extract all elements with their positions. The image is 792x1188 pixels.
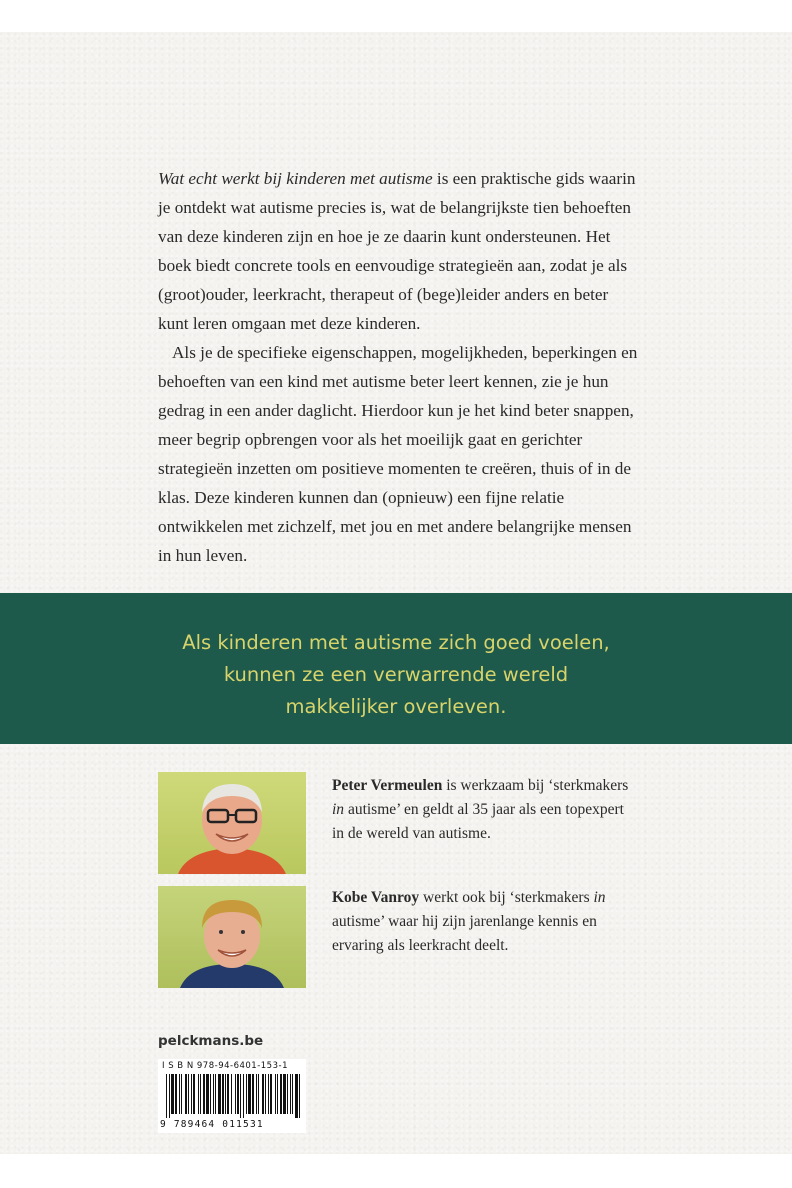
intro-paragraph-1 — [158, 164, 640, 338]
barcode-bar — [290, 1074, 291, 1114]
barcode-bar — [218, 1074, 221, 1114]
quote-line-1: Als kinderen met autisme zich goed voelen, — [182, 631, 610, 654]
barcode-bar — [227, 1074, 229, 1114]
author-name-2: Kobe Vanroy — [332, 889, 420, 906]
barcode-bar — [240, 1074, 241, 1118]
publisher-url: pelckmans.be — [158, 1033, 264, 1049]
barcode-bar — [243, 1074, 244, 1118]
intro-paragraph-1-text: is een praktische gids waarin je ontdekt wat autisme precies is, wat de belangrijkste tien behoeften van deze kinderen zijn en hoe je ze daarin kunt ondersteunen. Het boek biedt concrete tools en eenvoudige strategieën aan, zodat je als (groot)ouder, leerkracht, therapeut of (bege)leider anders en beter kunt leren omgaan met deze kinderen. — [158, 169, 636, 333]
barcode-bar — [225, 1074, 226, 1114]
barcode-bar — [222, 1074, 224, 1114]
barcode-bar — [203, 1074, 205, 1114]
quote-line-2: kunnen ze een verwarrende wereld — [223, 663, 569, 686]
barcode-bar — [258, 1074, 259, 1114]
barcode-bar — [252, 1074, 254, 1114]
barcode-bar — [193, 1074, 195, 1114]
barcode-digits: 9 789464 011531 — [160, 1119, 264, 1130]
barcode-bar — [200, 1074, 201, 1114]
barcode-bar — [256, 1074, 257, 1114]
barcode-bar — [188, 1074, 189, 1114]
barcode-bar — [268, 1074, 269, 1114]
intro-paragraph-2: Als je de specifieke eigenschappen, mogelijkheden, beperkingen en behoeften van een kind met autisme beter leert kennen, zie je hun gedrag in een ander daglicht. Hierdoor kun je het kind beter snappen, meer begrip opbrengen voor als het moeilijk gaat en gerichter strategieën inzetten om positieve momenten te creëren, thuis of in de klas. Deze kinderen kunnen dan (opnieuw) een fijne relatie ontwikkelen met zichzelf, met jou en met andere belangrijke mensen in hun leven. — [158, 343, 638, 565]
barcode-bar — [166, 1074, 167, 1118]
barcode-bar — [235, 1074, 236, 1114]
barcode-bar — [181, 1074, 182, 1114]
barcode — [158, 1059, 306, 1133]
author-name-1: Peter Vermeulen — [332, 777, 443, 794]
pull-quote — [0, 627, 792, 723]
quote-line-3: makkelijker overleven. — [285, 695, 507, 718]
barcode-bar — [283, 1074, 286, 1114]
barcode-bar — [292, 1074, 293, 1114]
barcode-bar — [185, 1074, 187, 1114]
barcode-bar — [277, 1074, 278, 1114]
barcode-bar — [171, 1074, 174, 1114]
barcode-bar — [175, 1074, 177, 1114]
barcode-bars — [166, 1074, 300, 1118]
barcode-bar — [299, 1074, 300, 1118]
intro-text — [158, 164, 640, 570]
author-bio-2: Kobe Vanroy werkt ook bij ‘sterkmakers in autisme’ waar hij zijn jarenlange kennis en ervaring als leerkracht deelt. — [332, 889, 606, 954]
barcode-bar — [275, 1074, 276, 1114]
book-title-italic: Wat echt werkt bij kinderen met autisme — [158, 169, 433, 188]
barcode-bar — [210, 1074, 211, 1114]
barcode-bar — [179, 1074, 180, 1114]
barcode-bar — [248, 1074, 251, 1114]
author-photo-peter-vermeulen — [158, 772, 306, 874]
author-bio-1: Peter Vermeulen is werkzaam bij ‘sterkmakers in autisme’ en geldt al 35 jaar als een topexpert in de wereld van autisme. — [332, 777, 629, 842]
barcode-bar — [280, 1074, 282, 1114]
barcode-bar — [237, 1074, 239, 1114]
barcode-bar — [213, 1074, 214, 1114]
barcode-bar — [206, 1074, 209, 1114]
barcode-bar — [246, 1074, 247, 1114]
barcode-bar — [265, 1074, 266, 1114]
author-photo-kobe-vanroy — [158, 886, 306, 988]
barcode-bar — [198, 1074, 199, 1114]
barcode-bar — [262, 1074, 264, 1114]
barcode-bar — [191, 1074, 192, 1114]
isbn-text: I S B N 978-94-6401-153-1 — [162, 1061, 288, 1071]
quote-band — [0, 593, 792, 744]
barcode-bar — [295, 1074, 298, 1118]
barcode-bar — [215, 1074, 216, 1114]
barcode-bar — [287, 1074, 288, 1114]
back-cover — [0, 32, 792, 1154]
barcode-bar — [169, 1074, 170, 1118]
barcode-bar — [231, 1074, 232, 1114]
barcode-bar — [270, 1074, 272, 1114]
